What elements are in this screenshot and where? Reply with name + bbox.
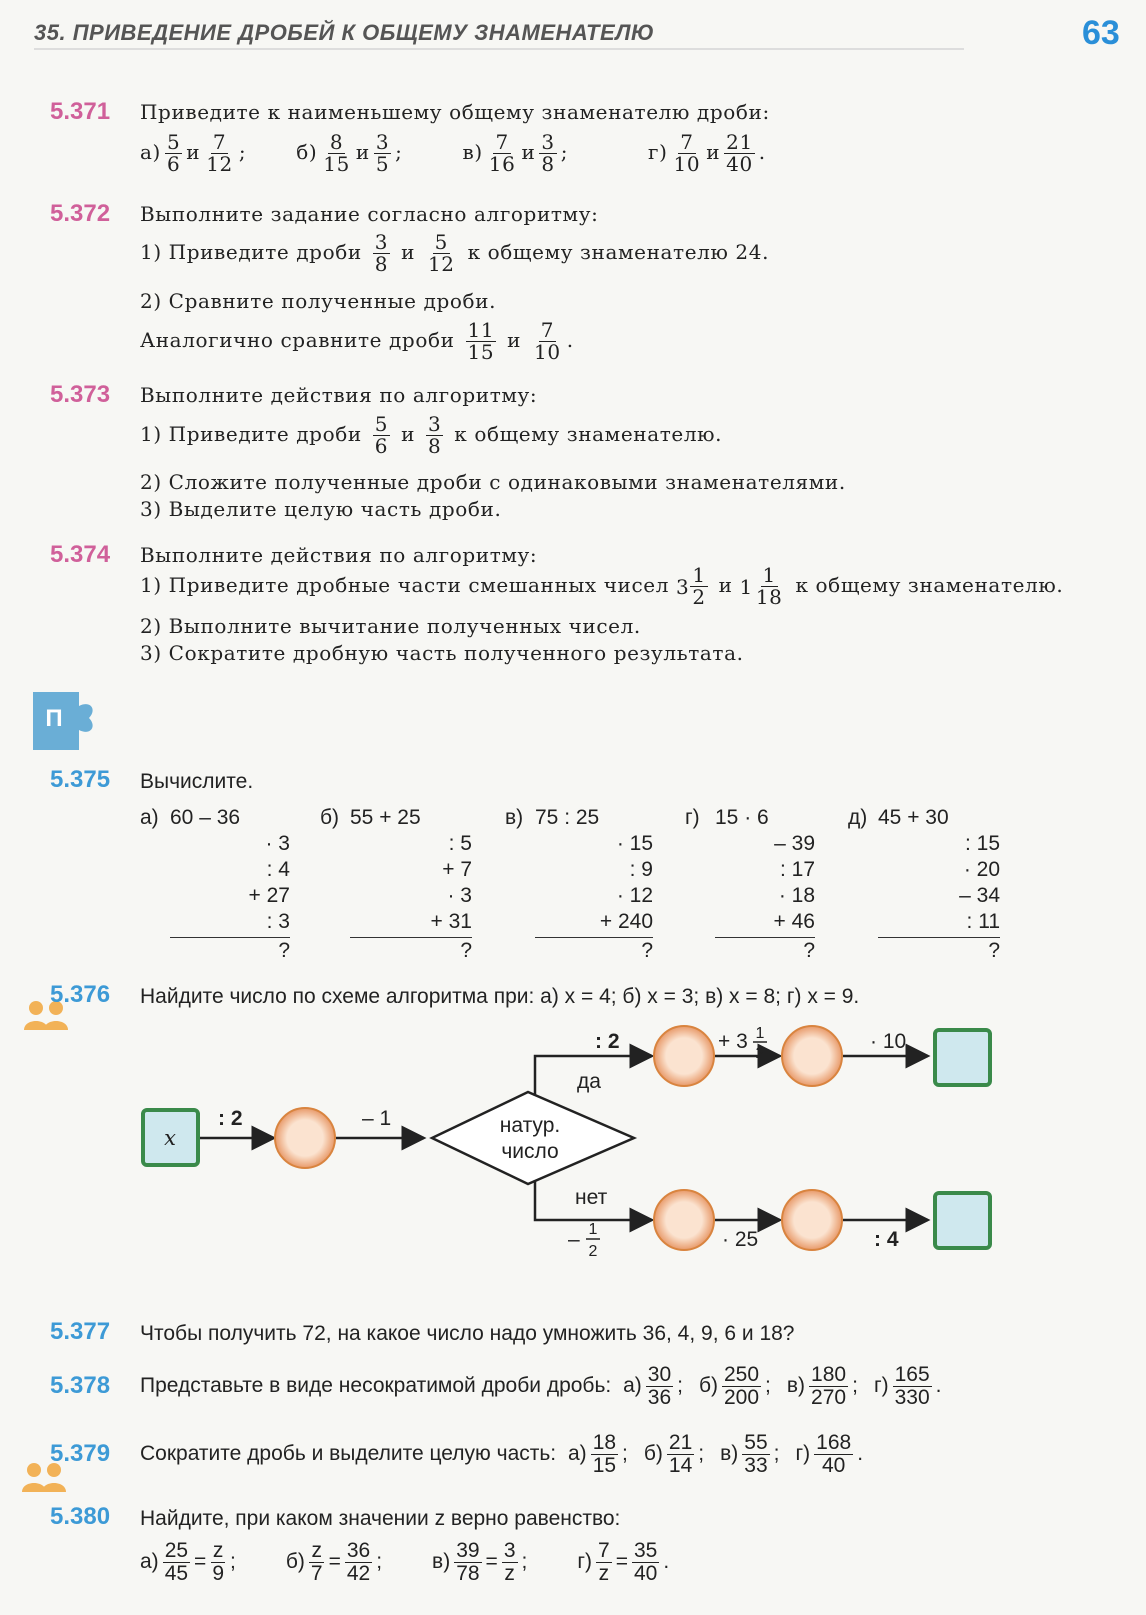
numerator: 3 bbox=[503, 1539, 516, 1562]
calc-line: : 5 bbox=[448, 832, 472, 855]
fraction bbox=[809, 1364, 848, 1409]
fraction-items bbox=[562, 1431, 873, 1478]
calc-line: : 11 bbox=[966, 910, 1000, 933]
step-3-5372 bbox=[140, 320, 574, 363]
condition-diamond bbox=[432, 1092, 634, 1184]
header-divider bbox=[34, 48, 964, 50]
conjunction: и bbox=[401, 240, 415, 264]
result-box-no bbox=[935, 1193, 990, 1248]
item-label: г) bbox=[648, 140, 668, 164]
denominator: 40 bbox=[633, 1562, 658, 1586]
fraction bbox=[321, 132, 352, 175]
punct: ; bbox=[698, 1442, 705, 1466]
numerator: 5 bbox=[166, 130, 181, 154]
denominator: z bbox=[504, 1562, 515, 1586]
step-1-5374 bbox=[140, 565, 1063, 608]
step-text: 1) Приведите дроби bbox=[140, 422, 362, 446]
fraction bbox=[374, 132, 391, 175]
step-2-5372: 2) Сравните полученные дроби. bbox=[140, 289, 497, 313]
problem-number-5375: 5.375 bbox=[50, 766, 111, 793]
problem-text-5376: Найдите число по схеме алгоритма при: а) x = 4; б) x = 3; в) x = 8; г) x = 9. bbox=[140, 985, 860, 1008]
denominator: 6 bbox=[166, 152, 181, 176]
fraction: $\frac{5}{12}$ bbox=[427, 230, 455, 276]
op-no-frac-den: 2 bbox=[588, 1243, 598, 1260]
problem-number-5378: 5.378 bbox=[50, 1372, 111, 1399]
badge-letter: П bbox=[45, 705, 63, 732]
equals-sign: = bbox=[485, 1550, 498, 1574]
numerator: z bbox=[311, 1539, 322, 1562]
denominator: 5 bbox=[375, 152, 390, 176]
numerator: z bbox=[212, 1539, 224, 1562]
denominator: 8 bbox=[541, 152, 555, 176]
item-label: а) bbox=[140, 140, 161, 164]
punct: . bbox=[857, 1442, 864, 1466]
fraction: $\frac{3}{8}$ bbox=[374, 230, 389, 276]
conjunction: и bbox=[186, 140, 201, 164]
numerator: 180 bbox=[811, 1363, 847, 1386]
calc-line: + 46 bbox=[773, 910, 815, 933]
item-label: а) bbox=[140, 1550, 159, 1574]
punct: ; bbox=[230, 1550, 236, 1574]
step-text: Аналогично сравните дроби bbox=[140, 328, 455, 352]
step-circle-1 bbox=[275, 1108, 335, 1168]
column-label: д) bbox=[848, 806, 868, 829]
problem-row-5378 bbox=[140, 1364, 951, 1409]
calc-column bbox=[170, 805, 290, 964]
step-text: к общему знаменателю 24. bbox=[467, 240, 770, 264]
problem-number-5372: 5.372 bbox=[50, 200, 111, 227]
item-label: г) bbox=[795, 1442, 811, 1466]
fraction bbox=[672, 132, 703, 175]
numerator: 3 bbox=[541, 130, 555, 154]
fraction-items bbox=[617, 1363, 951, 1410]
problem-text-5377: Чтобы получить 72, на какое число надо умножить 36, 4, 9, 6 и 18? bbox=[140, 1322, 795, 1345]
condition-text-1: натур. bbox=[499, 1114, 561, 1137]
denominator: 10 bbox=[673, 152, 701, 176]
problem-text: Представьте в виде несократимой дроби дробь: bbox=[140, 1374, 612, 1398]
punct: ; bbox=[622, 1442, 628, 1466]
conjunction: и bbox=[507, 328, 522, 352]
result-placeholder: ? bbox=[278, 939, 290, 962]
step-1-5372 bbox=[140, 232, 769, 275]
item-label: в) bbox=[462, 140, 483, 164]
fraction: $\frac{5}{6}$ bbox=[374, 412, 389, 458]
fraction bbox=[210, 1540, 226, 1585]
step-3-5373: 3) Выделите целую часть дроби. bbox=[140, 497, 502, 521]
result-placeholder: ? bbox=[460, 939, 472, 962]
start-variable: x bbox=[164, 1126, 176, 1150]
op-yes-divide-2: : 2 bbox=[595, 1030, 620, 1053]
step-text: 1) Приведите дробные части смешанных чисел bbox=[140, 573, 670, 597]
fraction-row-5371 bbox=[140, 132, 766, 175]
fraction bbox=[724, 132, 755, 175]
problem-number-5371: 5.371 bbox=[50, 98, 111, 125]
numerator: 35 bbox=[633, 1539, 658, 1562]
problem-text-5373: Выполните действия по алгоритму: bbox=[140, 383, 538, 407]
problem-text-5375: Вычислите. bbox=[140, 770, 254, 793]
step-text: к общему знаменателю. bbox=[454, 422, 723, 446]
fraction bbox=[487, 132, 518, 175]
numerator: 30 bbox=[647, 1363, 672, 1386]
result-placeholder: ? bbox=[988, 939, 1000, 962]
step-text: 1) Приведите дроби bbox=[140, 240, 362, 264]
denominator: 36 bbox=[647, 1386, 672, 1410]
punct: ; bbox=[376, 1550, 383, 1574]
item-label: б) bbox=[296, 140, 318, 164]
item-label: а) bbox=[568, 1442, 587, 1466]
op-yes-frac-num: 1 bbox=[755, 1025, 765, 1042]
numerator: 7 bbox=[680, 130, 694, 154]
mixed-number: 1 $\frac{1}{18}$ bbox=[739, 563, 783, 609]
denominator: 40 bbox=[821, 1454, 846, 1478]
denominator: 45 bbox=[164, 1562, 189, 1586]
algorithm-flowchart bbox=[0, 1010, 1146, 1260]
calc-line: · 15 bbox=[616, 832, 653, 855]
item-label: в) bbox=[786, 1374, 806, 1398]
problem-text-5380: Найдите, при каком значении z верно равенство: bbox=[140, 1507, 621, 1530]
calc-line: + 27 bbox=[248, 884, 290, 907]
problem-text-5374: Выполните действия по алгоритму: bbox=[140, 543, 538, 567]
numerator: 250 bbox=[724, 1363, 760, 1386]
calc-line: 60 – 36 bbox=[170, 806, 241, 829]
denominator: 78 bbox=[456, 1562, 480, 1586]
fraction: $\frac{7}{10}$ bbox=[534, 318, 561, 364]
punct: . bbox=[663, 1550, 670, 1574]
conjunction: и bbox=[521, 140, 536, 164]
punct: ; bbox=[238, 140, 247, 164]
numerator: 3 bbox=[375, 130, 390, 154]
result-box-yes bbox=[935, 1030, 990, 1085]
calc-line: · 18 bbox=[778, 884, 815, 907]
fraction bbox=[667, 1432, 694, 1477]
item-label: б) bbox=[698, 1374, 718, 1398]
fraction: $\frac{11}{15}$ bbox=[467, 318, 495, 364]
fraction bbox=[893, 1364, 932, 1409]
item-label: а) bbox=[623, 1374, 642, 1398]
equals-sign: = bbox=[615, 1550, 628, 1574]
step-circle-no-1 bbox=[654, 1190, 714, 1250]
denominator: 15 bbox=[592, 1454, 617, 1478]
fraction bbox=[632, 1540, 659, 1585]
result-placeholder: ? bbox=[641, 939, 653, 962]
fraction bbox=[591, 1432, 618, 1477]
numerator: 21 bbox=[726, 130, 753, 154]
punct: ; bbox=[521, 1550, 528, 1574]
column-label: а) bbox=[140, 806, 159, 829]
fraction: $\frac{3}{8}$ bbox=[427, 412, 442, 458]
section-title: 35. ПРИВЕДЕНИЕ ДРОБЕЙ К ОБЩЕМУ ЗНАМЕНАТЕЛЮ bbox=[34, 20, 655, 45]
item-label: г) bbox=[873, 1374, 889, 1398]
denominator: 16 bbox=[488, 152, 516, 176]
step-text: к общему знаменателю. bbox=[795, 573, 1064, 597]
item-label: б) bbox=[285, 1550, 305, 1574]
punct: . bbox=[935, 1374, 942, 1398]
branch-yes-label: да bbox=[577, 1070, 601, 1093]
fraction bbox=[309, 1540, 325, 1585]
fraction bbox=[454, 1540, 481, 1585]
calc-line: · 12 bbox=[616, 884, 653, 907]
equation-items bbox=[140, 1539, 670, 1586]
calc-line: : 3 bbox=[266, 910, 290, 933]
column-label: г) bbox=[685, 806, 700, 829]
fraction bbox=[646, 1364, 673, 1409]
punct: ; bbox=[773, 1442, 780, 1466]
problem-text-5371: Приведите к наименьшему общему знаменателю дроби: bbox=[140, 100, 770, 124]
puzzle-icon bbox=[33, 692, 97, 750]
fraction bbox=[204, 132, 235, 175]
op-yes-frac-den: 2 bbox=[755, 1045, 765, 1062]
calc-line: : 9 bbox=[629, 858, 653, 881]
item-label: в) bbox=[432, 1550, 451, 1574]
denominator: 42 bbox=[346, 1562, 371, 1586]
item-label: б) bbox=[643, 1442, 663, 1466]
mixed-number: 3 $\frac{1}{2}$ bbox=[676, 563, 706, 609]
conjunction: и bbox=[706, 140, 721, 164]
fraction bbox=[165, 132, 182, 175]
denominator: 33 bbox=[744, 1454, 768, 1478]
numerator: 7 bbox=[212, 130, 227, 154]
calc-line: · 3 bbox=[265, 832, 290, 855]
punct: ; bbox=[852, 1374, 858, 1398]
step-2-5373: 2) Сложите полученные дроби с одинаковыми знаменателями. bbox=[140, 470, 846, 494]
op-no-times-25: · 25 bbox=[722, 1228, 759, 1251]
calc-column bbox=[878, 805, 1000, 964]
calc-line: : 4 bbox=[266, 858, 290, 881]
fraction bbox=[502, 1540, 518, 1585]
op-divide-2: : 2 bbox=[218, 1107, 243, 1130]
denominator: 7 bbox=[310, 1562, 323, 1586]
op-yes-times-10: · 10 bbox=[870, 1030, 907, 1053]
numerator: 165 bbox=[894, 1363, 930, 1386]
column-label: б) bbox=[320, 806, 340, 829]
denominator: 200 bbox=[724, 1386, 760, 1410]
calc-column bbox=[715, 805, 815, 964]
fraction bbox=[596, 1540, 612, 1585]
calc-line: 75 : 25 bbox=[535, 806, 600, 829]
punct: ; bbox=[677, 1374, 683, 1398]
fraction-items bbox=[140, 130, 766, 176]
step-circle-yes-2 bbox=[782, 1026, 842, 1086]
equals-sign: = bbox=[194, 1550, 207, 1574]
numerator: 39 bbox=[456, 1539, 480, 1562]
numerator: 8 bbox=[329, 130, 344, 154]
numerator: 7 bbox=[598, 1539, 610, 1562]
fraction bbox=[345, 1540, 372, 1585]
page-number: 63 bbox=[1082, 14, 1120, 52]
calc-line: + 7 bbox=[442, 858, 472, 881]
step-3-5374: 3) Сократите дробную часть полученного результата. bbox=[140, 641, 744, 665]
calc-column bbox=[535, 805, 653, 964]
step-1-5373 bbox=[140, 414, 722, 457]
conjunction: и bbox=[718, 573, 733, 597]
numerator: 21 bbox=[668, 1431, 693, 1454]
conjunction: и bbox=[401, 422, 415, 446]
punct: ; bbox=[395, 140, 403, 164]
problem-number-5373: 5.373 bbox=[50, 381, 111, 408]
calc-line: 15 · 6 bbox=[715, 806, 769, 829]
op-yes-plus-sign: + 3 bbox=[718, 1030, 748, 1053]
fraction bbox=[539, 132, 556, 175]
fraction bbox=[814, 1432, 853, 1477]
calc-line: + 31 bbox=[430, 910, 472, 933]
calc-line: : 15 bbox=[964, 832, 1000, 855]
item-label: в) bbox=[720, 1442, 739, 1466]
condition-text-2: число bbox=[501, 1140, 559, 1163]
calc-line: : 17 bbox=[779, 858, 815, 881]
problem-text-5372: Выполните задание согласно алгоритму: bbox=[140, 202, 599, 226]
numerator: 36 bbox=[346, 1539, 371, 1562]
denominator: 14 bbox=[668, 1454, 693, 1478]
equation-row-5380 bbox=[140, 1540, 669, 1585]
calc-line: 55 + 25 bbox=[350, 806, 421, 829]
denominator: 40 bbox=[726, 152, 753, 176]
calc-line: 45 + 30 bbox=[878, 806, 949, 829]
denominator: 15 bbox=[323, 152, 350, 176]
step-2-5374: 2) Выполните вычитание полученных чисел. bbox=[140, 614, 641, 638]
op-no-frac-num: 1 bbox=[588, 1221, 598, 1238]
problem-number-5380: 5.380 bbox=[50, 1503, 111, 1530]
problem-number-5376: 5.376 bbox=[50, 981, 111, 1008]
conjunction: и bbox=[355, 140, 370, 164]
denominator: 330 bbox=[894, 1386, 930, 1410]
op-no-divide-4: : 4 bbox=[874, 1228, 899, 1251]
punct: . bbox=[758, 140, 766, 164]
denominator: 12 bbox=[206, 152, 233, 176]
numerator: 18 bbox=[592, 1431, 617, 1454]
equals-sign: = bbox=[328, 1550, 341, 1574]
calc-line: – 39 bbox=[774, 832, 815, 855]
numerator: 168 bbox=[816, 1431, 852, 1454]
column-label: в) bbox=[505, 806, 524, 829]
op-minus-1: – 1 bbox=[362, 1107, 392, 1130]
fraction bbox=[742, 1432, 769, 1477]
branch-no-label: нет bbox=[575, 1186, 608, 1209]
result-placeholder: ? bbox=[803, 939, 815, 962]
problem-text: Сократите дробь и выделите целую часть: bbox=[140, 1442, 557, 1466]
problem-number-5379: 5.379 bbox=[50, 1440, 111, 1467]
fraction bbox=[722, 1364, 761, 1409]
step-circle-yes-1 bbox=[654, 1026, 714, 1086]
calc-line: · 3 bbox=[447, 884, 472, 907]
punct: ; bbox=[765, 1374, 771, 1398]
step-circle-no-2 bbox=[782, 1190, 842, 1250]
period: . bbox=[566, 328, 574, 352]
problem-row-5379 bbox=[140, 1432, 873, 1477]
calc-line: – 34 bbox=[959, 884, 1000, 907]
problem-number-5377: 5.377 bbox=[50, 1318, 111, 1345]
item-label: г) bbox=[577, 1550, 592, 1574]
calc-line: + 240 bbox=[599, 910, 653, 933]
punct: ; bbox=[560, 140, 569, 164]
denominator: z bbox=[598, 1562, 610, 1586]
op-no-minus-sign: – bbox=[568, 1228, 580, 1251]
numerator: 7 bbox=[495, 130, 509, 154]
calc-column bbox=[350, 805, 472, 964]
calc-line: · 20 bbox=[963, 858, 1000, 881]
denominator: 270 bbox=[811, 1386, 847, 1410]
fraction bbox=[163, 1540, 190, 1585]
problem-number-5374: 5.374 bbox=[50, 541, 111, 568]
denominator: 9 bbox=[212, 1562, 224, 1586]
numerator: 25 bbox=[164, 1539, 189, 1562]
numerator: 55 bbox=[744, 1431, 768, 1454]
